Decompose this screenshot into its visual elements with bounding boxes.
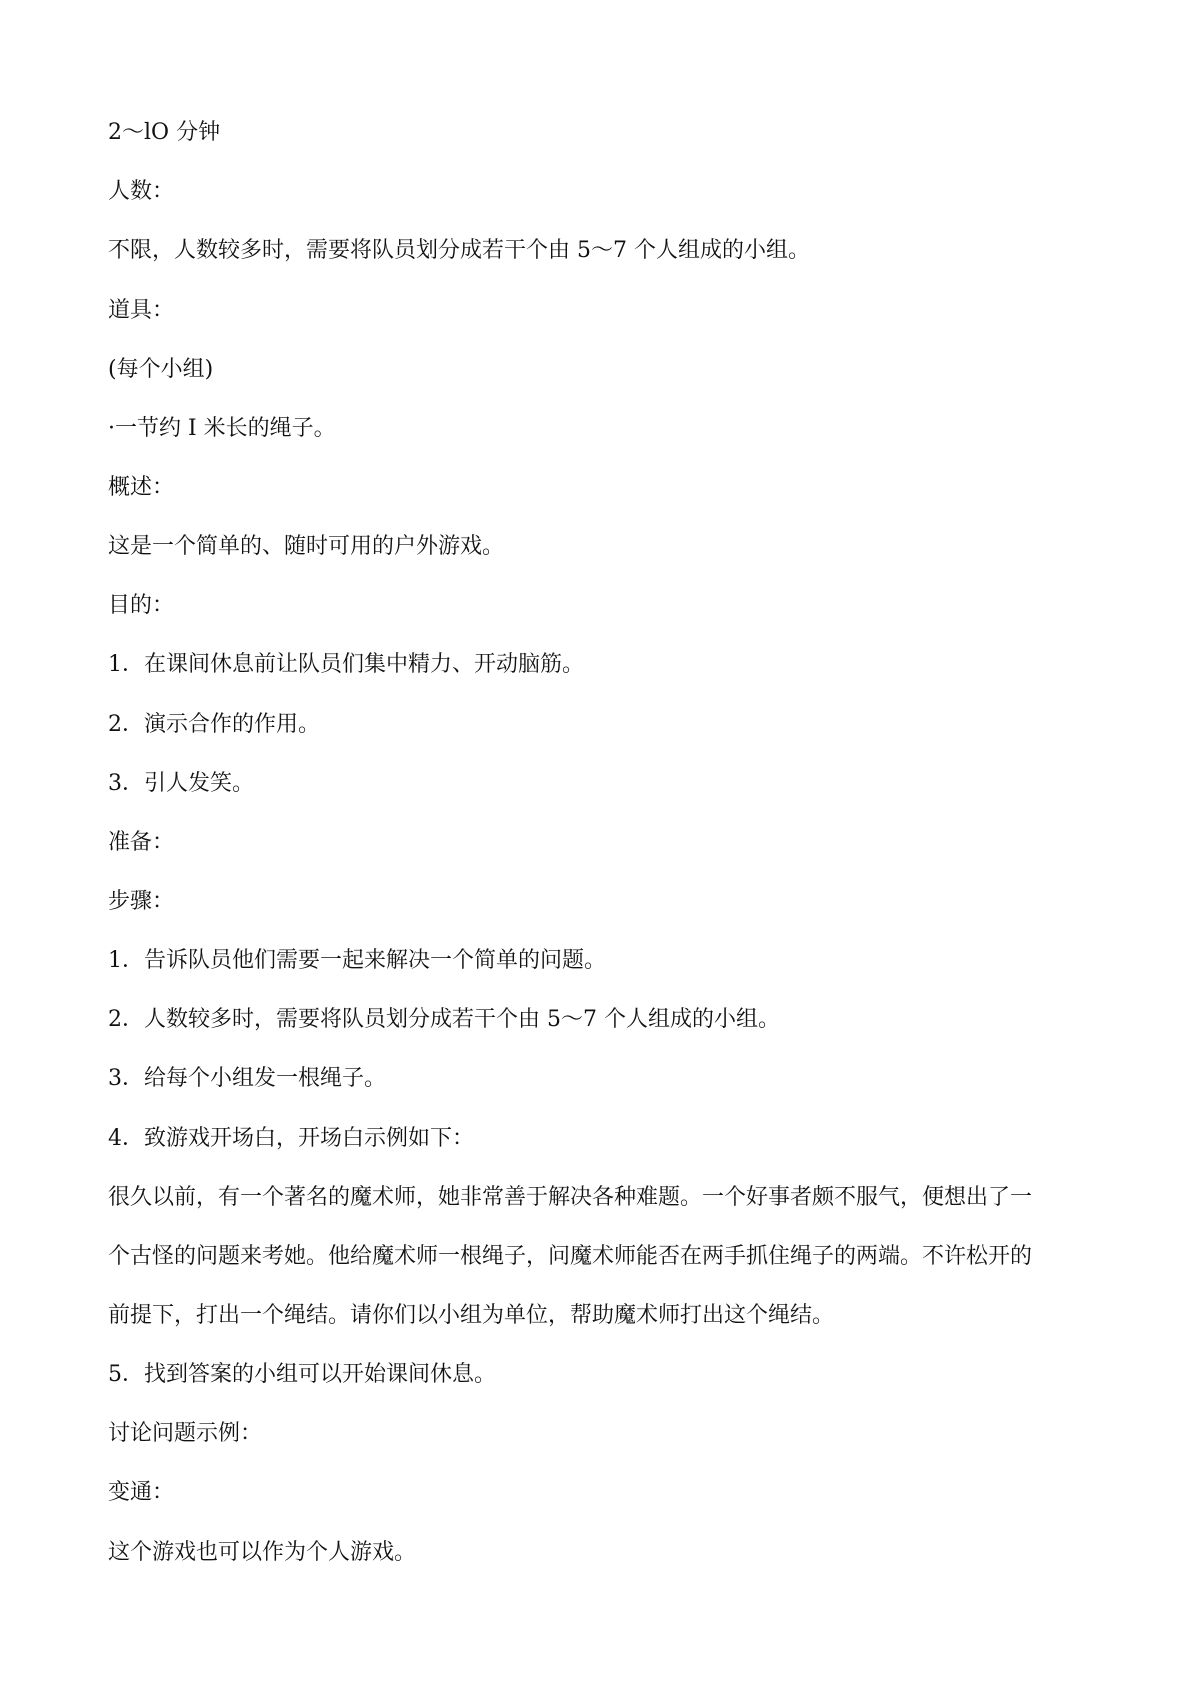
participants-text: 不限，人数较多时，需要将队员划分成若干个由 5～7 个人组成的小组。 — [108, 238, 810, 263]
variation-heading: 变通： — [108, 1480, 175, 1505]
step-item-2: 2．人数较多时，需要将队员划分成若干个由 5～7 个人组成的小组。 — [108, 1007, 780, 1032]
purpose-item-2: 2．演示合作的作用。 — [108, 712, 320, 737]
overview-text: 这是一个简单的、随时可用的户外游戏。 — [108, 534, 505, 559]
step-item-4: 4．致游戏开场白，开场白示例如下： — [108, 1126, 474, 1151]
purpose-heading: 目的： — [108, 593, 175, 618]
overview-heading: 概述： — [108, 475, 175, 500]
steps-heading: 步骤： — [108, 889, 175, 914]
purpose-item-1: 1．在课间休息前让队员们集中精力、开动脑筋。 — [108, 652, 584, 677]
props-heading: 道具： — [108, 298, 175, 323]
discussion-heading: 讨论问题示例： — [108, 1421, 263, 1446]
preparation-heading: 准备： — [108, 830, 175, 855]
story-paragraph-line-1: 很久以前，有一个著名的魔术师，她非常善于解决各种难题。一个好事者颇不服气，便想出了一 — [108, 1185, 1033, 1210]
story-paragraph-line-3: 前提下，打出一个绳结。请你们以小组为单位，帮助魔术师打出这个绳结。 — [108, 1303, 835, 1328]
step-item-5: 5．找到答案的小组可以开始课间休息。 — [108, 1362, 496, 1387]
story-paragraph-line-2: 个古怪的问题来考她。他给魔术师一根绳子，问魔术师能否在两手抓住绳子的两端。不许松开的 — [108, 1244, 1033, 1269]
purpose-item-3: 3．引人发笑。 — [108, 771, 254, 796]
props-group-note: (每个小组) — [108, 357, 214, 382]
duration-line: 2～lO 分钟 — [108, 120, 221, 145]
step-item-3: 3．给每个小组发一根绳子。 — [108, 1066, 386, 1091]
participants-heading: 人数： — [108, 179, 175, 204]
variation-text: 这个游戏也可以作为个人游戏。 — [108, 1540, 417, 1565]
props-item: ·一节约 I 米长的绳子。 — [108, 416, 336, 441]
step-item-1: 1．告诉队员他们需要一起来解决一个简单的问题。 — [108, 948, 606, 973]
